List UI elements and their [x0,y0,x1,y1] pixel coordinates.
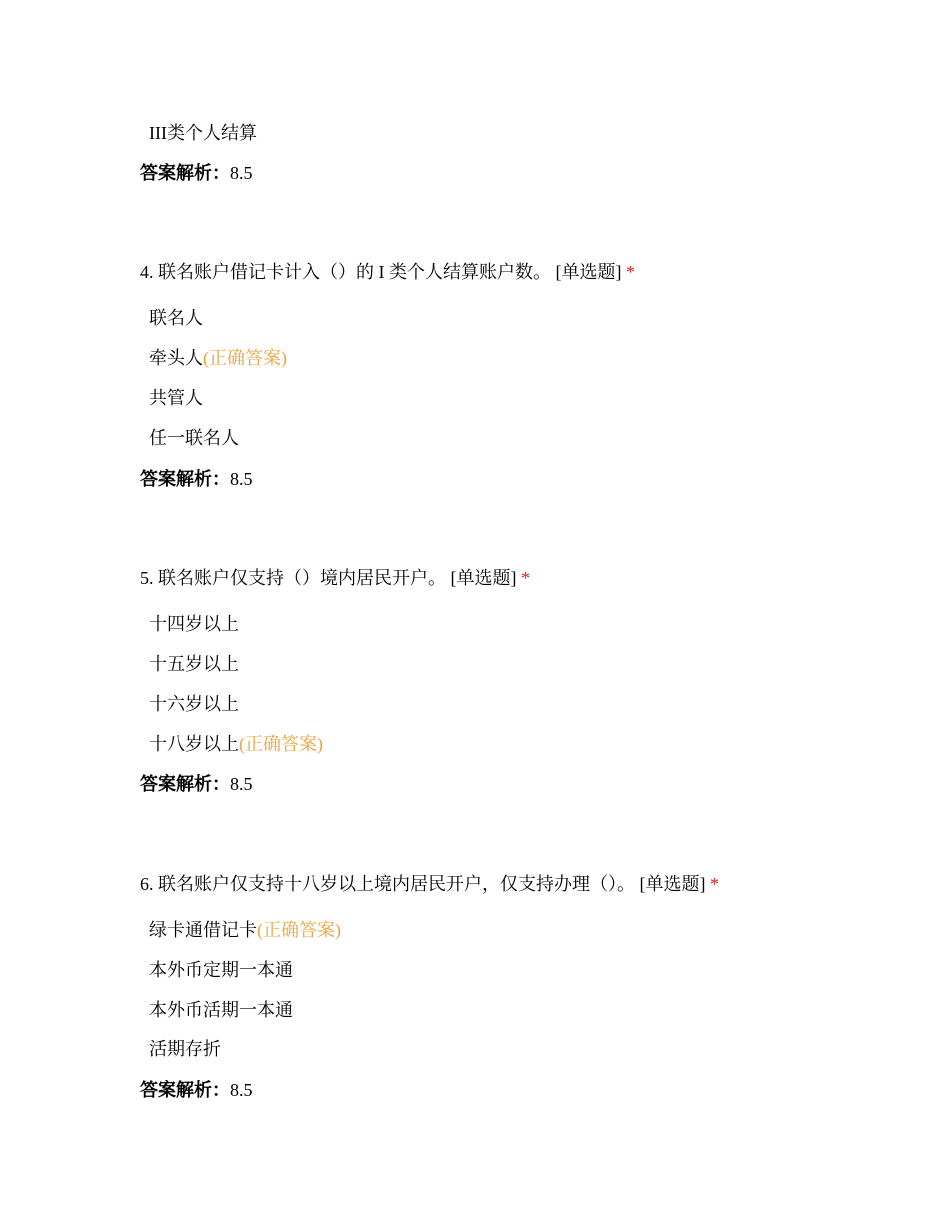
option-text: 十八岁以上 [149,734,239,754]
question-5-title [140,566,530,590]
correct-answer-tag: (正确答案) [239,734,323,754]
required-mark: * [626,262,635,282]
required-mark: * [521,568,530,588]
option-text: 十五岁以上 [149,654,239,674]
option-text: 十六岁以上 [149,694,239,714]
analysis-value: 8.5 [230,163,253,183]
correct-answer-tag: (正确答案) [257,920,341,940]
option-q5-d [149,732,323,756]
analysis-label: 答案解析： [140,1080,230,1100]
option-text: 十四岁以上 [149,614,239,634]
option-q4-a [149,306,203,330]
answer-analysis-q4 [140,467,253,491]
question-type-tag: [单选题] [555,262,622,282]
question-text: 5. 联名账户仅支持（）境内居民开户。 [140,568,446,588]
analysis-value: 8.5 [230,774,253,794]
option-q3-d [149,121,257,145]
question-text: 4. 联名账户借记卡计入（）的 I 类个人结算账户数。 [140,262,551,282]
option-q5-b [149,652,239,676]
analysis-value: 8.5 [230,469,253,489]
option-q6-a [149,918,341,942]
question-4-title [140,260,635,284]
option-text: 活期存折 [149,1039,221,1059]
option-text: 牵头人 [149,348,203,368]
answer-analysis-q5 [140,772,253,796]
answer-analysis-q6 [140,1078,253,1102]
option-q5-c [149,692,239,716]
answer-analysis-q3 [140,161,253,185]
option-text: 联名人 [149,308,203,328]
analysis-value: 8.5 [230,1080,253,1100]
option-text: III类个人结算 [149,123,257,143]
question-text: 6. 联名账户仅支持十八岁以上境内居民开户，仅支持办理（）。 [140,874,635,894]
option-q6-b [149,958,293,982]
option-text: 本外币活期一本通 [149,1000,293,1020]
option-text: 任一联名人 [149,428,239,448]
option-text: 共管人 [149,388,203,408]
option-text: 绿卡通借记卡 [149,920,257,940]
question-type-tag: [单选题] [639,874,706,894]
option-q4-d [149,426,239,450]
option-q5-a [149,612,239,636]
correct-answer-tag: (正确答案) [203,348,287,368]
analysis-label: 答案解析： [140,469,230,489]
option-q6-d [149,1037,221,1061]
analysis-label: 答案解析： [140,163,230,183]
required-mark: * [710,874,719,894]
option-q4-c [149,386,203,410]
option-q6-c [149,998,293,1022]
option-text: 本外币定期一本通 [149,960,293,980]
question-6-title [140,872,719,896]
question-type-tag: [单选题] [450,568,517,588]
analysis-label: 答案解析： [140,774,230,794]
option-q4-b [149,346,287,370]
